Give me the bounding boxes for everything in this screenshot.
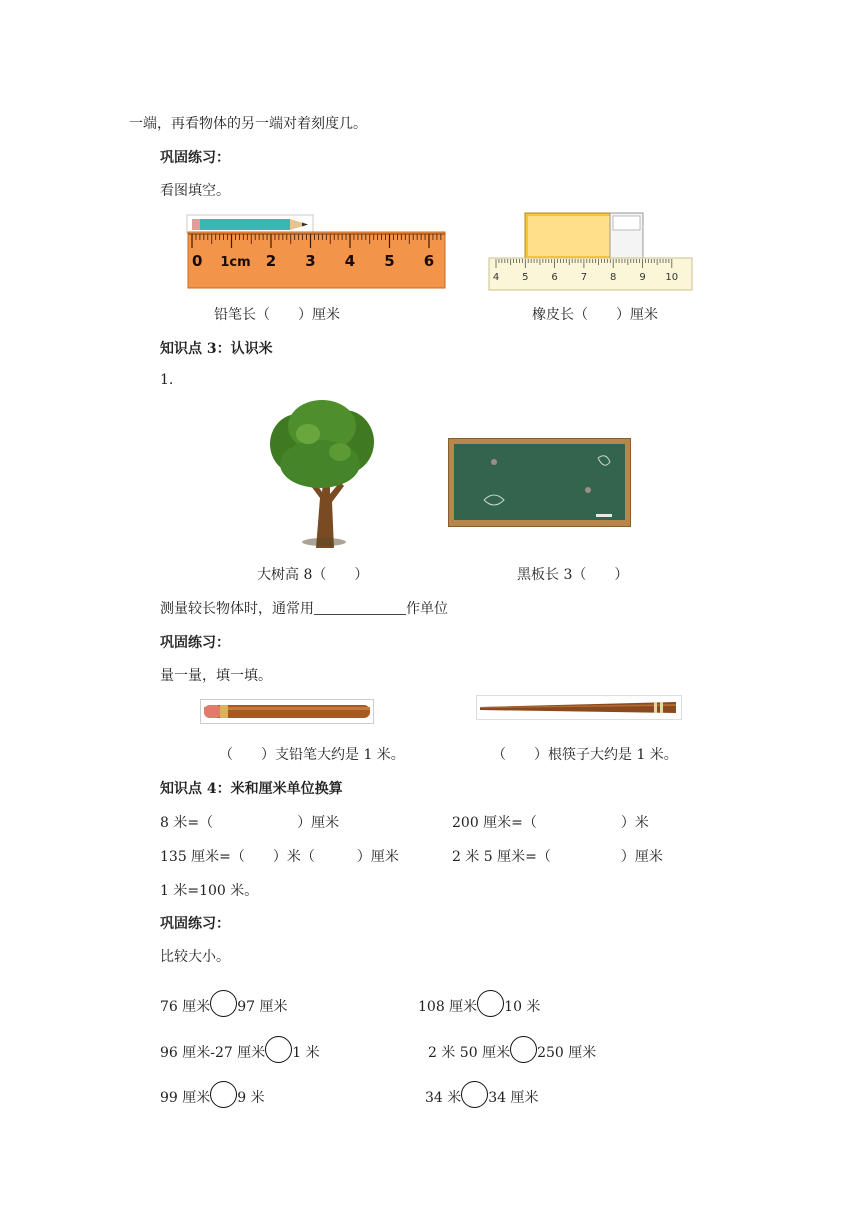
knowledge-point-3-heading: 知识点 3：认识米 [160,341,273,357]
ruler-tick-label: 6 [423,252,435,270]
eraser-ruler-image [488,210,694,292]
comparison-item [160,1036,320,1063]
tree-height-caption: 大树高 8（ ） [257,567,369,583]
item-number: 1. [160,372,174,388]
tree-image [268,398,376,552]
compare-circle[interactable] [510,1036,537,1063]
pencil-length-caption: 铅笔长（ ）厘米 [214,307,340,323]
comparison-left: 2 米 50 厘米 [428,1045,511,1061]
instruction-look-fill: 看图填空。 [160,183,230,199]
eraser-length-caption: 橡皮长（ ）厘米 [532,307,658,323]
eraser-ruler-tick-label: 6 [551,272,558,283]
unit-blank[interactable] [314,602,406,615]
comparison-left: 34 米 [425,1090,462,1106]
comparison-item [160,1081,265,1108]
ruler-tick-label: 1cm [220,255,251,270]
comparison-item [160,990,288,1017]
ruler-tick-label: 4 [344,252,356,270]
conversion-row1-left: 8 米=（ ）厘米 [160,815,340,831]
pencils-per-meter-caption: （ ）支铅笔大约是 1 米。 [219,747,405,763]
ruler-tick-label: 3 [305,252,316,270]
compare-circle[interactable] [265,1036,292,1063]
conversion-row2-left: 135 厘米=（ ）米（ ）厘米 [160,849,399,865]
unit-sentence-start: 测量较长物体时，通常用 [160,601,314,617]
ruler-tick-label: 5 [384,252,395,270]
wooden-pencil-image [200,699,374,724]
instruction-measure-fill: 量一量，填一填。 [160,668,272,684]
eraser-ruler-tick-label: 7 [580,272,588,283]
compare-circle[interactable] [210,1081,237,1108]
eraser-ruler-tick-label: 5 [522,272,529,283]
comparison-left: 76 厘米 [160,999,211,1015]
comparison-item [418,990,540,1017]
conversion-fact: 1 米=100 米。 [160,883,259,899]
comparison-left: 96 厘米-27 厘米 [160,1045,266,1061]
practice-heading-3: 巩固练习： [160,916,230,932]
compare-circle[interactable] [210,990,237,1017]
intro-line: 一端，再看物体的另一端对着刻度几。 [129,116,367,132]
blackboard-length-caption: 黑板长 3（ ） [517,567,629,583]
eraser-ruler-tick-label: 9 [639,272,646,283]
comparison-right: 34 厘米 [488,1090,539,1106]
comparison-item [428,1036,596,1063]
eraser-ruler-tick-label: 8 [610,272,617,283]
comparison-left: 108 厘米 [418,999,478,1015]
compare-circle[interactable] [477,990,504,1017]
conversion-row1-right: 200 厘米=（ ）米 [452,815,649,831]
practice-heading-1: 巩固练习： [160,150,230,166]
eraser-ruler-tick-label: 10 [665,272,679,283]
compare-circle[interactable] [461,1081,488,1108]
comparison-right: 250 厘米 [537,1045,597,1061]
comparison-right: 10 米 [504,999,541,1015]
ruler-tick-label: 0 [192,252,203,270]
blackboard-image [448,438,631,527]
chopstick-image [476,695,682,720]
comparison-right: 97 厘米 [237,999,288,1015]
unit-sentence [160,598,448,618]
comparison-right: 1 米 [292,1045,320,1061]
instruction-compare: 比较大小。 [160,949,230,965]
practice-heading-2: 巩固练习： [160,635,230,651]
conversion-row2-right: 2 米 5 厘米=（ ）厘米 [452,849,663,865]
comparison-left: 99 厘米 [160,1090,211,1106]
comparison-right: 9 米 [237,1090,265,1106]
chopsticks-per-meter-caption: （ ）根筷子大约是 1 米。 [492,747,678,763]
pencil-ruler-image [186,214,448,292]
knowledge-point-4-heading: 知识点 4：米和厘米单位换算 [160,781,343,797]
unit-sentence-end: 作单位 [406,601,448,617]
eraser-ruler-tick-label: 4 [492,272,500,283]
comparison-item [425,1081,539,1108]
ruler-tick-label: 2 [265,252,277,270]
